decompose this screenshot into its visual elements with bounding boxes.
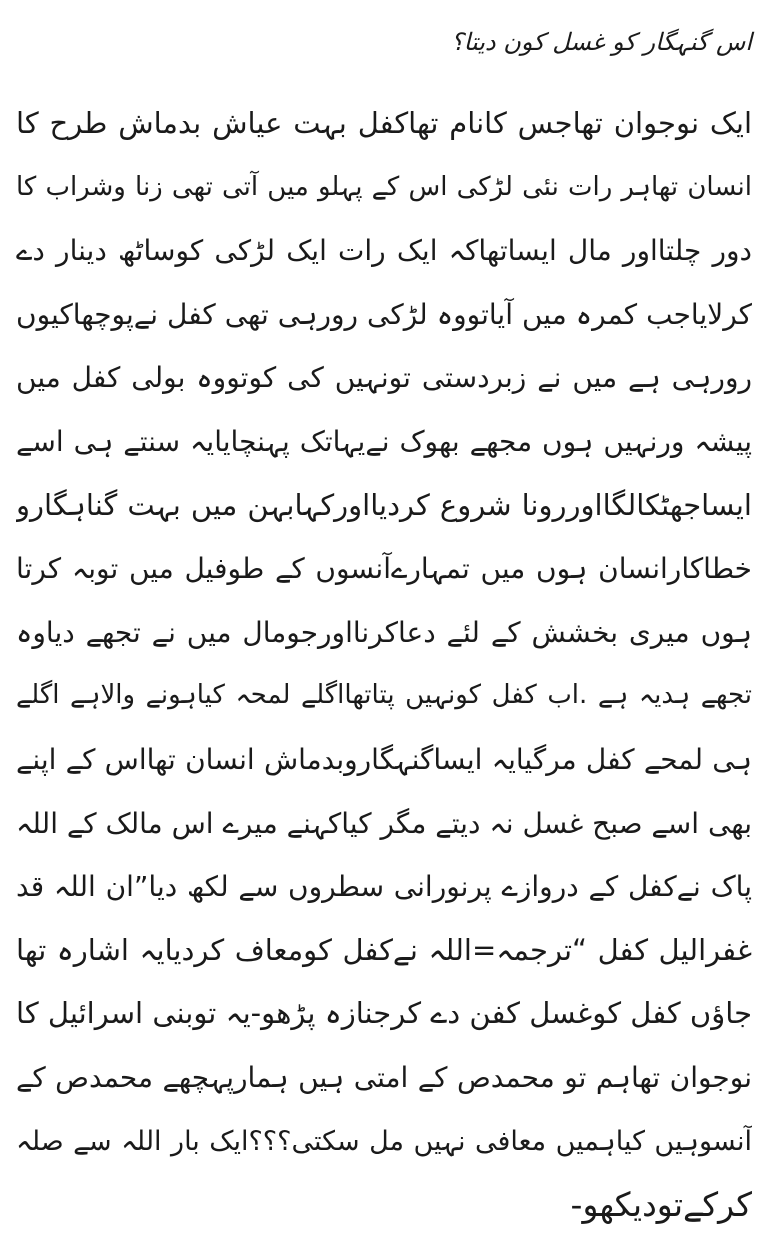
body-line-16: نوجوان تھاہم تو محمدص کے امتی ہیں ہمارپہچھے محمدص کے [16, 1060, 752, 1094]
body-line-6: پیشہ ورنہیں ہوں مجھے بھوک نےیہاتک پہنچایایہ سنتے ہی اسے [16, 424, 752, 458]
body-line-2: انسان تھاہر رات نئی لڑکی اس کے پہلو میں آتی تھی زنا وشراب کا [16, 171, 752, 202]
body-line-9: ہوں میری بخشش کے لئے دعاکرنااورجومال میں نے تجھے دیاوہ [16, 615, 752, 649]
body-line-10: تجھے ہدیہ ہے .اب کفل کونہیں پتاتھااگلے لمحہ کیاہونے والاہے اگلے [16, 680, 752, 711]
body-line-15: جاؤں کفل کوغسل کفن دے کرجنازہ پڑھو-یہ توبنی اسرائیل کا [16, 996, 752, 1031]
body-line-1: ایک نوجوان تھاجس کانام تھاکفل بہت عیاش بدماش طرح کا [16, 106, 752, 140]
body-line-11: ہی لمحے کفل مرگیایہ ایساگنہگاروبدماش انسان تھااس کے اپنے [16, 742, 752, 776]
post-title: اس گنہگار کو غسل کون دیتا؟ [450, 28, 752, 56]
post-body [16, 92, 752, 1237]
body-line-18: کرکےتودیکھو- [570, 1185, 752, 1225]
body-line-4: کرلایاجب کمرہ میں آیاتووہ لڑکی رورہی تھی کفل نےپوچھاکیوں [16, 297, 752, 331]
body-line-7: ایساجھٹکالگااوررونا شروع کردیااورکہابہن میں بہت گناہگارو [16, 487, 752, 522]
body-line-17: آنسوہیں کیاہمیں معافی نہیں مل سکتی؟؟؟ایک بار اللہ سے صلہ [16, 1125, 752, 1157]
body-line-5: رورہی ہے میں نے زبردستی تونہیں کی کوتووہ بولی کفل میں [16, 361, 752, 395]
body-line-8: خطاکارانسان ہوں میں تمہارےآنسوں کے طوفیل میں توبہ کرتا [16, 552, 752, 586]
body-line-3: دور چلتااور مال ایساتھاکہ ایک رات ایک لڑکی کوساٹھ دینار دے [16, 234, 752, 268]
body-line-14: غفرالیل کفل “ترجمہ=اللہ نےکفل کومعاف کردیایہ اشارہ تھا [16, 932, 752, 967]
body-line-13: پاک نےکفل کے دروازے پرنورانی سطروں سے لکھ دیا”ان اللہ قد [16, 870, 752, 904]
body-line-12: بھی اسے صبح غسل نہ دیتے مگر کیاکہنے میرے اس مالک کے اللہ [16, 806, 752, 840]
